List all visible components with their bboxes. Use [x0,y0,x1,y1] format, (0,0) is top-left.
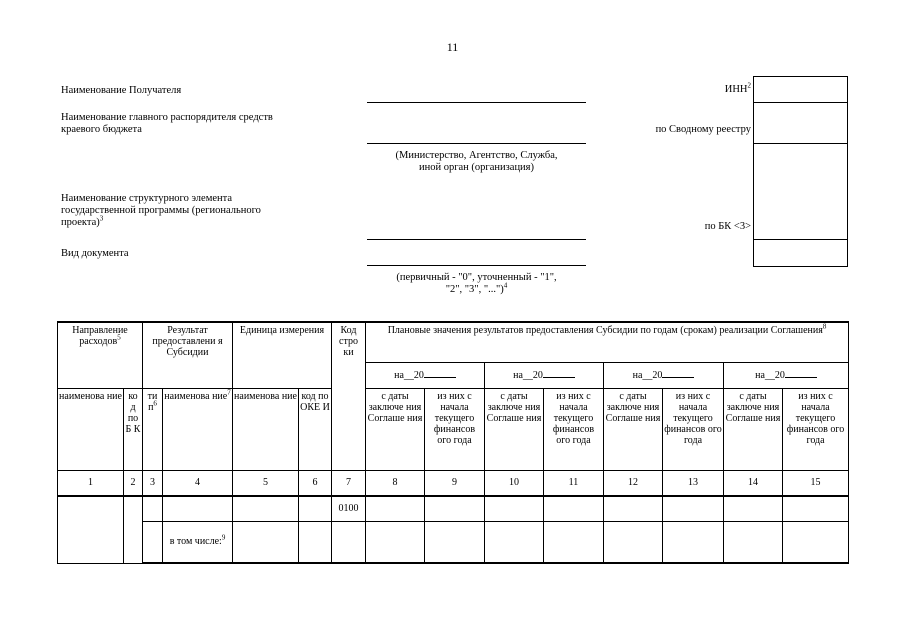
registry-label: по Сводному реестру [655,124,751,135]
table-cell[interactable] [663,521,724,563]
bk-label: по БК <3> [704,221,751,232]
document-type-note-line2: "2", "3", "...")$^4$ [445,281,508,295]
table-cell[interactable] [485,521,544,563]
subheader-from-year: из них с начала текущего финансов ого года [425,388,485,470]
structural-element-label-line1: Наименование структурного элемента [61,193,232,204]
table-cell[interactable] [163,496,233,521]
table-cell[interactable] [425,496,485,521]
header-code: Код стро ки [332,322,366,470]
document-type-note [367,272,586,296]
subheader-from-year: из них с начала текущего финансов ого года [783,388,849,470]
results-table [57,321,849,564]
bk-cell[interactable] [754,144,847,239]
including-cell: в том числе:$^9$ [163,521,233,563]
main-manager-fill-line[interactable] [367,143,586,144]
column-number: 2 [124,470,143,496]
ministry-note-line1: (Министерство, Агентство, Служба, [395,150,558,161]
column-number: 5 [233,470,299,496]
table-cell[interactable] [366,521,425,563]
main-manager-label-line2: краевого бюджета [61,124,142,135]
document-type-fill-line[interactable] [367,265,586,266]
document-type-cell[interactable] [754,240,847,266]
subheader-okei: код по ОКЕ И [299,388,332,470]
header-planned-values: Плановые значения результатов предоставления Субсидии по годам (срокам) реализации Соглашения$^8$ [366,322,849,362]
table-header-row-1 [58,322,849,362]
column-number: 6 [299,470,332,496]
table-cell[interactable] [604,496,663,521]
column-number: 11 [544,470,604,496]
subheader-result-name: наименова ние$^7$ [163,388,233,470]
table-cell[interactable] [332,521,366,563]
header-direction: Направление расходов$^5$ [58,322,143,388]
header-unit: Единица измерения [233,322,332,388]
structural-element-label-line3: проекта)$^3$ [61,214,104,228]
structural-element-label-line2: государственной программы (регионального [61,205,261,216]
table-header-row-3 [58,388,849,470]
table-cell[interactable] [544,496,604,521]
table-cell[interactable] [299,521,332,563]
subheader-unit-name: наименова ние [233,388,299,470]
column-number: 3 [143,470,163,496]
column-number: 1 [58,470,124,496]
period-header: на__20 [724,362,849,388]
table-cell[interactable] [485,496,544,521]
table-cell[interactable] [663,496,724,521]
table-cell[interactable] [299,496,332,521]
document-type-label: Вид документа [61,248,129,259]
structural-element-fill-line[interactable] [367,239,586,240]
page-number: 11 [446,40,459,54]
table-cell[interactable] [124,496,143,563]
period-header: на__20 [604,362,724,388]
recipient-label: Наименование Получателя [61,85,182,96]
column-number: 15 [783,470,849,496]
inn-cell[interactable] [754,77,847,102]
row-code-cell: 0100 [332,496,366,521]
table-cell[interactable] [724,496,783,521]
subheader-direction-name: наименова ние [58,388,124,470]
header-result: Результат предоставлени я Субсидии [143,322,233,388]
table-cell[interactable] [724,521,783,563]
subheader-from-year: из них с начала текущего финансов ого года [544,388,604,470]
ministry-note-line2: иной орган (организация) [418,162,535,173]
column-number: 14 [724,470,783,496]
table-cell[interactable] [783,496,849,521]
structural-element-label [61,193,261,229]
main-manager-label [61,112,273,136]
document-type-note-line1: (первичный - "0", уточненный - "1", [396,272,557,283]
subheader-from-year: из них с начала текущего финансов ого года [663,388,724,470]
column-number: 9 [425,470,485,496]
column-number: 4 [163,470,233,496]
table-cell[interactable] [58,496,124,563]
subheader-from-agreement: с даты заключе ния Соглаше ния [724,388,783,470]
column-number: 12 [604,470,663,496]
column-number: 8 [366,470,425,496]
main-manager-label-line1: Наименование главного распорядителя средств [61,112,273,123]
period-header: на__20 [366,362,485,388]
table-cell[interactable] [604,521,663,563]
inn-label: ИНН$^2$ [724,81,751,95]
ministry-note [367,150,586,174]
column-number: 13 [663,470,724,496]
table-cell[interactable] [143,496,163,521]
column-number-row [58,470,849,496]
table-cell[interactable] [425,521,485,563]
table-cell[interactable] [544,521,604,563]
subheader-kod-bk: ко д по Б К [124,388,143,470]
subheader-type: ти $п^6$ [143,388,163,470]
table-cell[interactable] [783,521,849,563]
table-row [58,496,849,521]
table-cell[interactable] [143,521,163,563]
recipient-fill-line[interactable] [367,102,586,103]
period-header: на__20 [485,362,604,388]
subheader-from-agreement: с даты заключе ния Соглаше ния [604,388,663,470]
column-number: 7 [332,470,366,496]
table-cell[interactable] [366,496,425,521]
subheader-from-agreement: с даты заключе ния Соглаше ния [366,388,425,470]
table-row [58,521,849,563]
table-cell[interactable] [233,496,299,521]
column-number: 10 [485,470,544,496]
table-cell[interactable] [233,521,299,563]
subheader-from-agreement: с даты заключе ния Соглаше ния [485,388,544,470]
registry-cell[interactable] [754,103,847,143]
